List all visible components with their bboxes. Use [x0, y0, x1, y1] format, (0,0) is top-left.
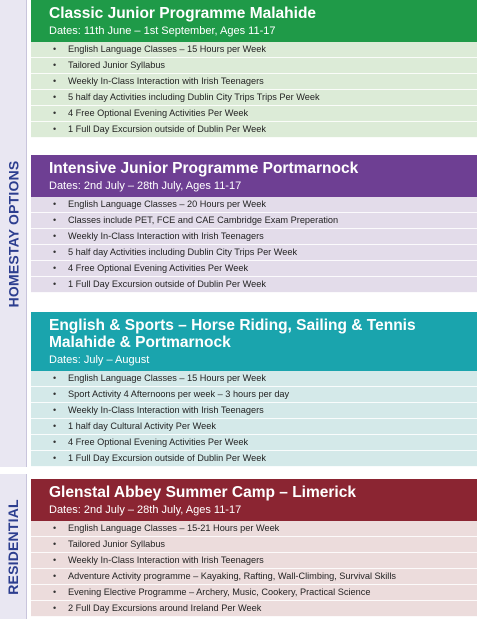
programme-header — [31, 0, 477, 42]
feature-item: • 2 Full Day Excursions around Ireland Per Week — [31, 601, 477, 617]
programme-title-line2: Malahide & Portmarnock — [49, 334, 231, 351]
programme-title: Classic Junior Programme Malahide — [49, 5, 317, 22]
feature-item: • Weekly In-Class Interaction with Irish Teenagers — [31, 74, 477, 90]
programme-header — [31, 312, 477, 371]
feature-item: • 5 half day Activities including Dublin City Trips Per Week — [31, 245, 477, 261]
programme-header — [31, 479, 477, 521]
feature-item: • 4 Free Optional Evening Activities Per Week — [31, 435, 477, 451]
programme-features — [31, 371, 477, 467]
residential-sidebar — [0, 474, 27, 619]
feature-item: • Weekly In-Class Interaction with Irish Teenagers — [31, 553, 477, 569]
feature-item: • 1 Full Day Excursion outside of Dublin Per Week — [31, 451, 477, 467]
feature-item: • English Language Classes – 15 Hours per Week — [31, 42, 477, 58]
programme-title: English & Sports – Horse Riding, Sailing & Tennis — [49, 317, 416, 334]
feature-item: • Evening Elective Programme – Archery, Music, Cookery, Practical Science — [31, 585, 477, 601]
feature-item: • Sport Activity 4 Afternoons per week – 3 hours per day — [31, 387, 477, 403]
feature-item: • Weekly In-Class Interaction with Irish Teenagers — [31, 403, 477, 419]
feature-item: • 4 Free Optional Evening Activities Per Week — [31, 261, 477, 277]
programme-features — [31, 42, 477, 138]
feature-item: • 1 Full Day Excursion outside of Dublin Per Week — [31, 122, 477, 138]
homestay-options-sidebar — [0, 0, 27, 467]
programme-glenstal-abbey — [31, 479, 477, 617]
homestay-options-label: HOMESTAY OPTIONS — [5, 160, 22, 307]
programme-features — [31, 197, 477, 293]
feature-item: • Tailored Junior Syllabus — [31, 58, 477, 74]
feature-item: • Weekly In-Class Interaction with Irish Teenagers — [31, 229, 477, 245]
feature-item: • English Language Classes – 15 Hours per Week — [31, 371, 477, 387]
programme-features — [31, 521, 477, 617]
programme-title: Glenstal Abbey Summer Camp – Limerick — [49, 484, 356, 501]
programme-dates: Dates: 2nd July – 28th July, Ages 11-17 — [49, 504, 242, 516]
feature-item: • 5 half day Activities including Dublin City Trips Trips Per Week — [31, 90, 477, 106]
feature-item: • English Language Classes – 20 Hours per Week — [31, 197, 477, 213]
programme-header — [31, 155, 477, 197]
programme-dates: Dates: 2nd July – 28th July, Ages 11-17 — [49, 180, 242, 192]
feature-item: • 1 half day Cultural Activity Per Week — [31, 419, 477, 435]
residential-label: RESIDENTIAL — [5, 498, 22, 595]
feature-item: • 1 Full Day Excursion outside of Dublin Per Week — [31, 277, 477, 293]
programme-dates: Dates: 11th June – 1st September, Ages 11-17 — [49, 25, 276, 37]
programme-dates: Dates: July – August — [49, 354, 150, 366]
programme-classic-junior — [31, 0, 477, 138]
programme-intensive-junior — [31, 155, 477, 293]
feature-item: • Classes include PET, FCE and CAE Cambridge Exam Preperation — [31, 213, 477, 229]
feature-item: • 4 Free Optional Evening Activities Per Week — [31, 106, 477, 122]
feature-item: • Adventure Activity programme – Kayaking, Rafting, Wall-Climbing, Survival Skills — [31, 569, 477, 585]
feature-item: • Tailored Junior Syllabus — [31, 537, 477, 553]
feature-item: • English Language Classes – 15-21 Hours per Week — [31, 521, 477, 537]
programme-title: Intensive Junior Programme Portmarnock — [49, 160, 359, 177]
programme-english-sports — [31, 312, 477, 467]
